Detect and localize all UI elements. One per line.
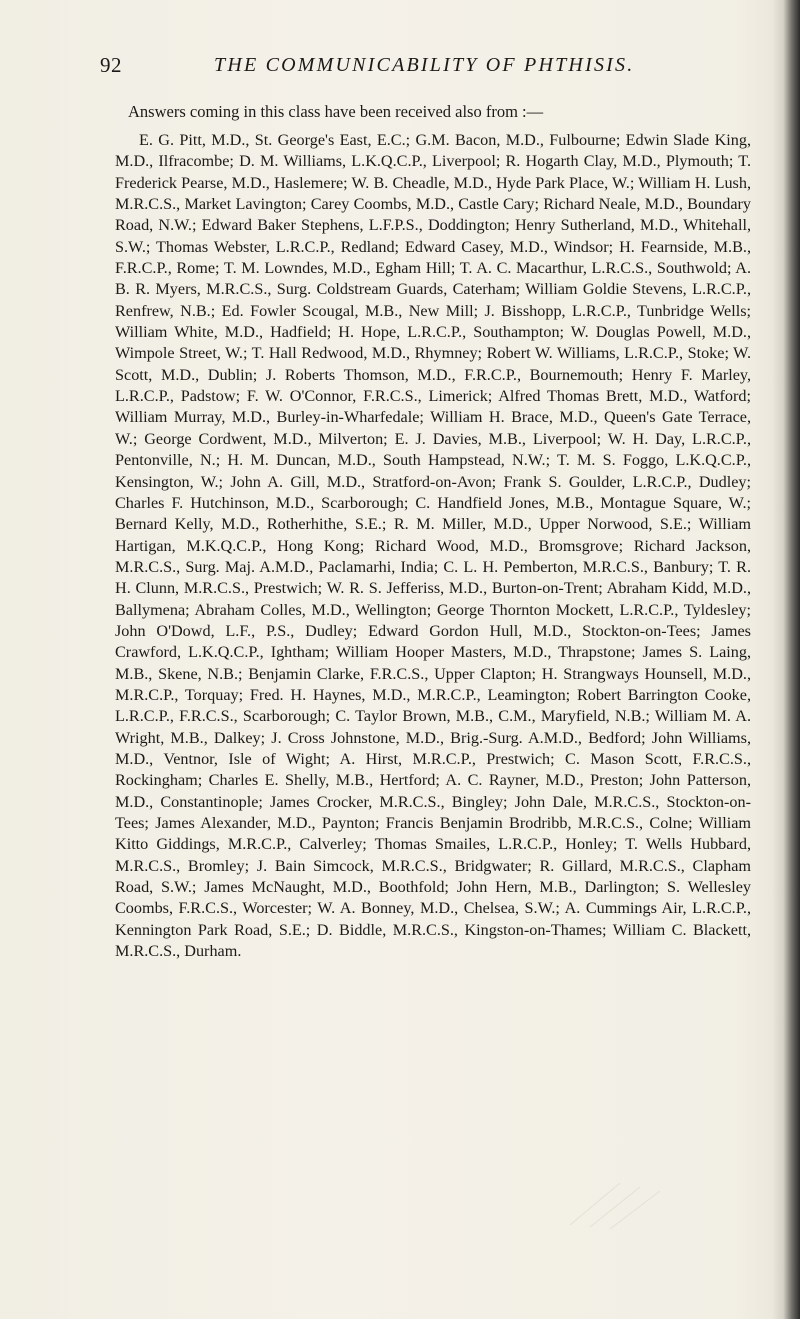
respondent-list: E. G. Pitt, M.D., St. George's East, E.C.; G.M. Bacon, M.D., Fulbourne; Edwin Slade King, M.D., Ilfracombe; D. M. Williams, L.K.Q.C.P., Liverpool; R. Hogarth Clay, M.D., Plymouth; T. Frederick Pearse, M.D., Haslemere; W. B. Cheadle, M.D., Hyde Park Place, W.; William H. Lush, M.R.C.S., Market Lavington; Carey Coombs, M.D., Castle Cary; Richard Neale, M.D., Boundary Road, N.W.; Edward Baker Stephens, L.F.P.S., Doddington; Henry Sutherland, M.D., Whitehall, S.W.; Thomas Webster, L.R.C.P., Redland; Edward Casey, M.D., Windsor; H. Fearnside, M.B., F.R.C.P., Rome; T. M. Lowndes, M.D., Egham Hill; T. A. C. Macarthur, L.R.C.S., Southwold; A. B. R. Myers, M.R.C.S., Surg. Coldstream Guards, Caterham; William Goldie Stevens, L.R.C.P., Renfrew, N.B.; Ed. Fowler Scougal, M.B., New Mill; J. Bisshopp, L.R.C.P., Tunbridge Wells; William White, M.D., Hadfield; H. Hope, L.R.C.P., Southampton; W. Douglas Powell, M.D., Wimpole Street, W.; T. Hall Redwood, M.D., Rhymney; Robert W. Williams, L.R.C.P., Stoke; W. Scott, M.D., Dublin; J. Roberts Thomson, M.D., F.R.C.P., Bournemouth; Henry F. Marley, L.R.C.P., Padstow; F. W. O'Connor, F.R.C.S., Limerick; Alfred Thomas Brett, M.D., Watford; William Murray, M.D., Burley-in-Wharfedale; William H. Brace, M.D., Queen's Gate Terrace, W.; George Cordwent, M.D., Milverton; E. J. Davies, M.B., Liverpool; W. H. Day, L.R.C.P., Pentonville, N.; H. M. Duncan, M.D., South Hampstead, N.W.; T. M. S. Foggo, L.K.Q.C.P., Kensington, W.; John A. Gill, M.D., Stratford-on-Avon; Frank S. Goulder, L.R.C.P., Dudley; Charles F. Hutchinson, M.D., Scarborough; C. Handfield Jones, M.B., Montague Square, W.; Bernard Kelly, M.D., Rotherhithe, S.E.; R. M. Miller, M.D., Upper Norwood, S.E.; William Hartigan, M.K.Q.C.P., Hong Kong; Richard Wood, M.D., Bromsgrove; Richard Jackson, M.R.C.S., Surg. Maj. A.M.D., Paclamarhi, India; C. L. H. Pemberton, M.R.C.S., Banbury; T. R. H. Clunn, M.R.C.S., Prestwich; W. R. S. Jefferiss, M.D., Burton-on-Trent; Abraham Kidd, M.D., Ballymena; Abraham Colles, M.D., Wellington; George Thornton Mockett, L.R.C.P., Tyldesley; John O'Dowd, L.F., P.S., Dudley; Edward Gordon Hull, M.D., Stockton-on-Tees; James Crawford, L.K.Q.C.P., Ightham; William Hooper Masters, M.D., Thrapstone; James S. Laing, M.B., Skene, N.B.; Benjamin Clarke, F.R.C.S., Upper Clapton; H. Strangways Hounsell, M.D., M.R.C.P., Torquay; Fred. H. Haynes, M.D., M.R.C.P., Leamington; Robert Barrington Cooke, L.R.C.P., F.R.C.S., Scarborough; C. Taylor Brown, M.B., C.M., Maryfield, N.B.; William M. A. Wright, M.B., Dalkey; J. Cross Johnstone, M.D., Brig.-Surg. A.M.D., Bedford; John Williams, M.D., Ventnor, Isle of Wight; A. Hirst, M.R.C.P., Prestwich; C. Mason Scott, F.R.C.S., Rockingham; Charles E. Shelly, M.B., Hertford; A. C. Rayner, M.D., Preston; John Patterson, M.D., Constantinople; James Crocker, M.R.C.S., Bingley; John Dale, M.R.C.S., Stockton-on-Tees; James Alexander, M.D., Paynton; Francis Benjamin Brodribb, M.R.C.S., Colne; William Kitto Giddings, M.R.C.P., Calverley; Thomas Smailes, L.R.C.P., Honley; T. Wells Hubbard, M.R.C.S., Bromley; J. Bain Simcock, M.R.C.S., Bridgwater; R. Gillard, M.R.C.S., Clapham Road, S.W.; James McNaught, M.D., Boothfold; John Hern, M.B., Darlington; S. Wellesley Coombs, F.R.C.S., Worcester; W. A. Bonney, M.D., Chelsea, S.W.; A. Cummings Air, L.R.C.P., Kennington Park Road, S.E.; D. Biddle, M.R.C.S., Kingston-on-Thames; William C. Blackett, M.R.C.S., Durham. [115, 131, 751, 961]
page-smudge [560, 1175, 680, 1235]
page-number: 92 [100, 53, 122, 77]
binding-edge [772, 0, 800, 1319]
intro-line: Answers coming in this class have been received also from :— [128, 102, 544, 121]
running-title: THE COMMUNICABILITY OF PHTHISIS. [214, 54, 635, 76]
